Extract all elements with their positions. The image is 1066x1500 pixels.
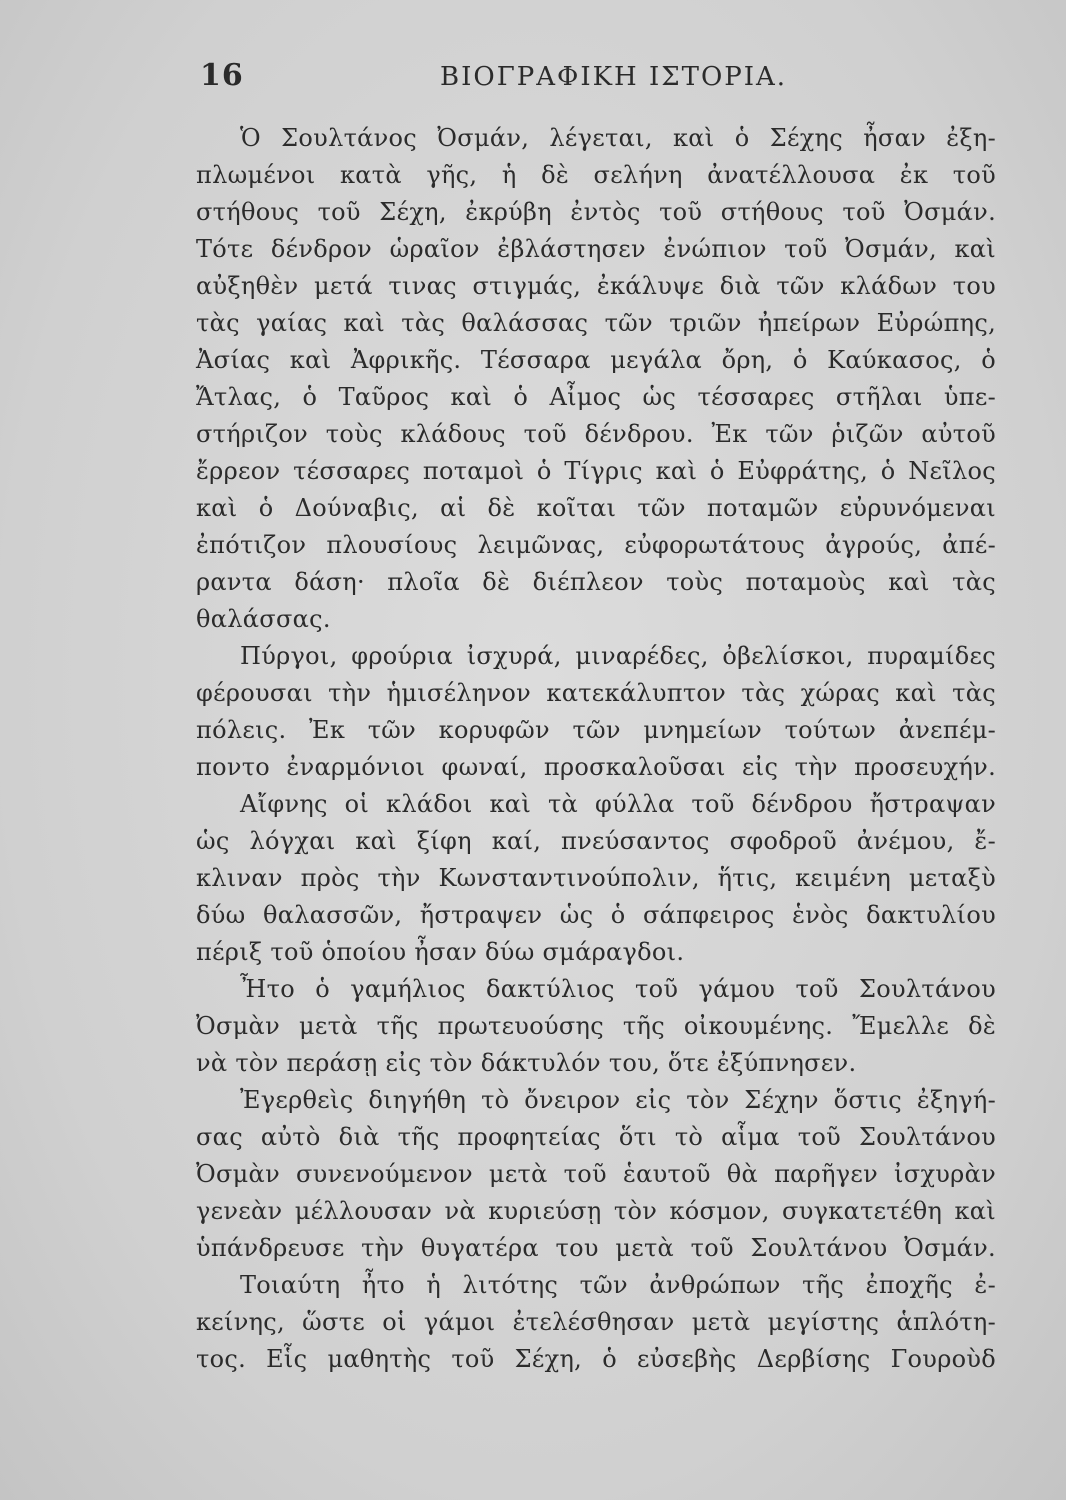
text-line: πέριξ τοῦ ὁποίου ἦσαν δύω σμάραγδοι.	[196, 938, 685, 966]
text-line: ὡς λόγχαι καὶ ξίφη καί, πνεύσαντος σφοδροῦ ἀνέμου, ἔ-	[196, 827, 996, 855]
text-line: Ἀσίας καὶ Ἀφρικῆς. Τέσσαρα μεγάλα ὄρη, ὁ Καύκασος, ὁ	[196, 346, 996, 374]
text-line: ἔρρεον τέσσαρες ποταμοὶ ὁ Τίγρις καὶ ὁ Εὐφράτης, ὁ Νεῖλος	[196, 457, 996, 485]
text-line: φέρουσαι τὴν ἡμισέληνον κατεκάλυπτον τὰς χώρας καὶ τὰς	[196, 679, 996, 707]
text-line: τὰς γαίας καὶ τὰς θαλάσσας τῶν τριῶν ἠπείρων Εὐρώπης,	[196, 309, 996, 337]
text-line: δύω θαλασσῶν, ἤστραψεν ὡς ὁ σάπφειρος ἑνὸς δακτυλίου	[196, 901, 996, 929]
text-line: νὰ τὸν περάσῃ εἰς τὸν δάκτυλόν του, ὅτε ἐξύπνησεν.	[196, 1049, 857, 1077]
text-line: ραντα δάση· πλοῖα δὲ διέπλεον τοὺς ποταμοὺς καὶ τὰς	[196, 568, 996, 596]
text-line: πόλεις. Ἐκ τῶν κορυφῶν τῶν μνημείων τούτων ἀνεπέμ-	[196, 716, 996, 744]
text-line: Πύργοι, φρούρια ἰσχυρά, μιναρέδες, ὀβελίσκοι, πυραμίδες	[240, 642, 996, 670]
text-line: Τοιαύτη ἦτο ἡ λιτότης τῶν ἀνθρώπων τῆς ἐποχῆς ἐ-	[240, 1271, 996, 1299]
body-text	[196, 120, 996, 1378]
page-header	[200, 58, 1000, 108]
text-line: θαλάσσας.	[196, 605, 331, 633]
text-line: Ἄτλας, ὁ Ταῦρος καὶ ὁ Αἶμος ὡς τέσσαρες στῆλαι ὑπε-	[196, 383, 996, 411]
text-line: στήριζον τοὺς κλάδους τοῦ δένδρου. Ἐκ τῶν ῥιζῶν αὐτοῦ	[196, 420, 996, 448]
text-line: ὑπάνδρευσε τὴν θυγατέρα του μετὰ τοῦ Σουλτάνου Ὀσμάν.	[196, 1234, 996, 1262]
text-line: Αἴφνης οἱ κλάδοι καὶ τὰ φύλλα τοῦ δένδρου ἤστραψαν	[240, 790, 996, 818]
text-line: Ὀσμὰν συνενούμενον μετὰ τοῦ ἑαυτοῦ θὰ παρῆγεν ἰσχυρὰν	[196, 1160, 996, 1188]
text-line: Ἦτο ὁ γαμήλιος δακτύλιος τοῦ γάμου τοῦ Σουλτάνου	[240, 975, 996, 1003]
text-line: Τότε δένδρον ὡραῖον ἐβλάστησεν ἐνώπιον τοῦ Ὀσμάν, καὶ	[196, 235, 996, 263]
text-line: Ἐγερθεὶς διηγήθη τὸ ὄνειρον εἰς τὸν Σέχην ὅστις ἐξηγή-	[240, 1086, 996, 1114]
text-line: σας αὐτὸ διὰ τῆς προφητείας ὅτι τὸ αἷμα τοῦ Σουλτάνου	[196, 1123, 996, 1151]
text-line: καὶ ὁ Δούναβις, αἱ δὲ κοῖται τῶν ποταμῶν εὐρυνόμεναι	[196, 494, 996, 522]
running-title: ΒΙΟΓΡΑΦΙΚΗ ΙΣΤΟΡΙΑ.	[440, 62, 788, 92]
text-line: στήθους τοῦ Σέχη, ἐκρύβη ἐντὸς τοῦ στήθους τοῦ Ὀσμάν.	[196, 198, 996, 226]
text-line: τος. Εἷς μαθητὴς τοῦ Σέχη, ὁ εὐσεβὴς Δερβίσης Γουροὺδ	[196, 1345, 996, 1373]
text-line: κλιναν πρὸς τὴν Κωνσταντινούπολιν, ἥτις, κειμένη μεταξὺ	[196, 864, 996, 892]
text-line: ποντο ἐναρμόνιοι φωναί, προσκαλοῦσαι εἰς τὴν προσευχήν.	[196, 753, 996, 781]
text-line: γενεὰν μέλλουσαν νὰ κυριεύσῃ τὸν κόσμον, συγκατετέθη καὶ	[196, 1197, 996, 1225]
page-number: 16	[200, 58, 244, 93]
text-line: Ὀσμὰν μετὰ τῆς πρωτευούσης τῆς οἰκουμένης. Ἔμελλε δὲ	[196, 1012, 996, 1040]
text-line: πλωμένοι κατὰ γῆς, ἡ δὲ σελήνη ἀνατέλλουσα ἐκ τοῦ	[196, 161, 996, 189]
text-line: Ὁ Σουλτάνος Ὀσμάν, λέγεται, καὶ ὁ Σέχης ἦσαν ἐξη-	[240, 124, 996, 152]
text-line: αὐξηθὲν μετά τινας στιγμάς, ἐκάλυψε διὰ τῶν κλάδων του	[196, 272, 996, 300]
text-line: ἐπότιζον πλουσίους λειμῶνας, εὐφορωτάτους ἀγρούς, ἀπέ-	[196, 531, 996, 559]
text-line: κείνης, ὥστε οἱ γάμοι ἐτελέσθησαν μετὰ μεγίστης ἁπλότη-	[196, 1308, 996, 1336]
